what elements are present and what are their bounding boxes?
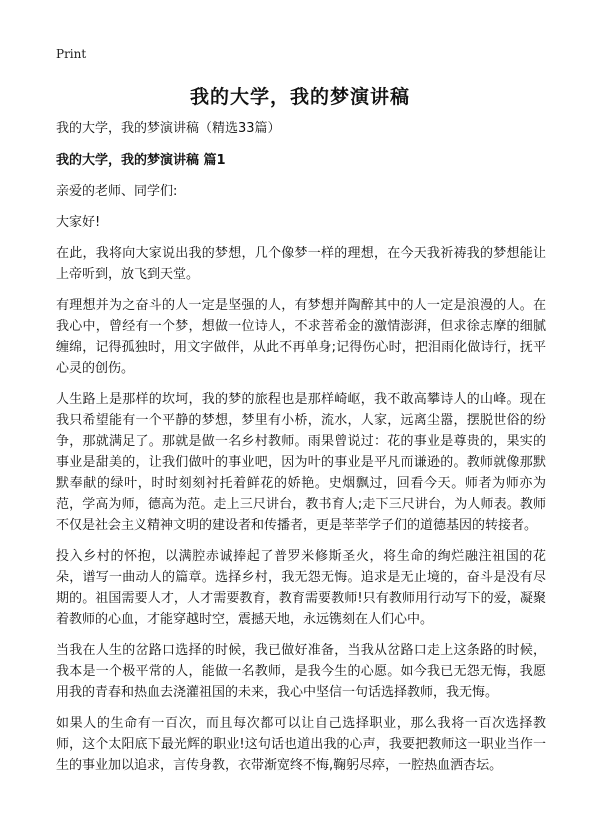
- greeting: 亲爱的老师、同学们:: [56, 184, 178, 199]
- paragraph-1: 在此，我将向大家说出我的梦想，几个像梦一样的理想，在今天我祈祷我的梦想能让上帝听到，放飞到天堂。: [56, 246, 546, 282]
- paragraph-3: 人生路上是那样的坎坷，我的梦的旅程也是那样崎岖，我不敢高攀诗人的山峰。现在我只希望能有一个平静的梦想，梦里有小桥，流水，人家，远离尘嚣，摆脱世俗的纷争，那就满足了。那就是做一名乡村教师。雨果曾说过：花的事业是尊贵的，果实的事业是甜美的，让我们做叶的事业吧，因为叶的事业是平凡而谦逊的。教师就像那默默奉献的绿叶，时时刻刻衬托着鲜花的娇艳。史烟飘过，回看今天。师者为师亦为范，学高为师，德高为范。走上三尺讲台，教书育人;走下三尺讲台，为人师表。教师不仅是社会主义精神文明的建设者和传播者，更是莘莘学子们的道德基因的转接者。: [56, 392, 546, 533]
- paragraph-4: 投入乡村的怀抱，以满腔赤诚捧起了普罗米修斯圣火，将生命的绚烂融注祖国的花朵，谱写一曲动人的篇章。选择乡村，我无怨无悔。追求是无止境的，奋斗是没有尽期的。祖国需要人才，人才需要教育，教育需要教师!只有教师用行动写下的爱，凝聚着教师的心血，才能穿越时空，震撼天地，永远镌刻在人们心中。: [56, 549, 546, 627]
- section-heading: 我的大学，我的梦演讲稿 篇1: [56, 153, 226, 168]
- article-body: [56, 118, 546, 786]
- page-title: 我的大学，我的梦演讲稿: [189, 86, 410, 108]
- paragraph-2: 有理想并为之奋斗的人一定是坚强的人，有梦想并陶醉其中的人一定是浪漫的人。在我心中，曾经有一个梦，想做一位诗人，不求菩希金的激情澎湃，但求徐志摩的细腻缠绵，记得孤独时，用文字做伴，从此不再单身;记得伤心时，把泪雨化做诗行，抚平心灵的创伤。: [56, 298, 546, 376]
- salutation: 大家好!: [56, 215, 101, 230]
- document-subtitle: 我的大学，我的梦演讲稿（精选33篇）: [56, 121, 281, 136]
- print-link[interactable]: Print: [56, 47, 87, 61]
- paragraph-6: 如果人的生命有一百次，而且每次都可以让自己选择职业，那么我将一百次选择教师，这个太阳底下最光辉的职业!这句话也道出我的心声，我要把教师这一职业当作一生的事业加以追求，言传身教，衣带渐宽终不悔,鞠躬尽瘁，一腔热血洒杏坛。: [56, 716, 546, 773]
- paragraph-5: 当我在人生的岔路口选择的时候，我已做好准备，当我从岔路口走上这条路的时候，我本是一个极平常的人，能做一名教师，是我今生的心愿。如今我已无怨无悔，我愿用我的青春和热血去浇灌祖国的未来，我心中坚信一句话选择教师，我无悔。: [56, 643, 546, 700]
